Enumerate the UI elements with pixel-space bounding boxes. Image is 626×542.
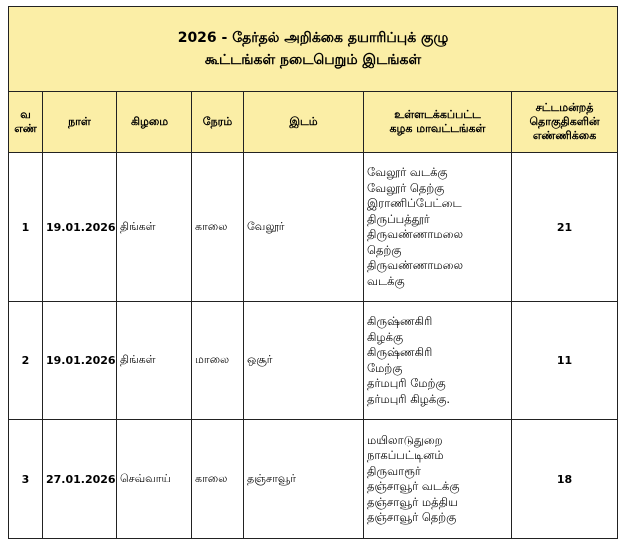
document-page bbox=[8, 6, 618, 539]
row-serial: 2 bbox=[9, 302, 43, 420]
table-row bbox=[9, 302, 618, 420]
header-row bbox=[9, 92, 618, 153]
row-place: தஞ்சாவூர் bbox=[244, 420, 364, 539]
row-time: மாலை bbox=[192, 302, 244, 420]
table-row bbox=[9, 153, 618, 302]
header-time: நேரம் bbox=[192, 92, 244, 153]
row-districts: வேலூர் வடக்கு வேலூர் தெற்கு இராணிப்பேட்டை திருப்பத்தூர் திருவண்ணாமலை தெற்கு திருவண்ணாமலை வடக்கு bbox=[364, 153, 512, 302]
header-serial: வ எண் bbox=[9, 92, 43, 153]
row-time: காலை bbox=[192, 153, 244, 302]
row-day: திங்கள் bbox=[117, 153, 192, 302]
row-place: ஒசூர் bbox=[244, 302, 364, 420]
row-date: 27.01.2026 bbox=[43, 420, 117, 539]
header-place: இடம் bbox=[244, 92, 364, 153]
row-day: திங்கள் bbox=[117, 302, 192, 420]
row-time: காலை bbox=[192, 420, 244, 539]
title-line-1: 2026 - தேர்தல் அறிக்கை தயாரிப்புக் குழு bbox=[177, 30, 449, 46]
table-row bbox=[9, 420, 618, 539]
row-serial: 3 bbox=[9, 420, 43, 539]
table-title bbox=[9, 7, 618, 92]
row-place: வேலூர் bbox=[244, 153, 364, 302]
row-date: 19.01.2026 bbox=[43, 153, 117, 302]
row-serial: 1 bbox=[9, 153, 43, 302]
row-count: 21 bbox=[512, 153, 618, 302]
header-date: நாள் bbox=[43, 92, 117, 153]
row-districts: கிருஷ்ணகிரி கிழக்கு கிருஷ்ணகிரி மேற்கு தர்மபுரி மேற்கு தர்மபுரி கிழக்கு. bbox=[364, 302, 512, 420]
row-day: செவ்வாய் bbox=[117, 420, 192, 539]
title-line-2: கூட்டங்கள் நடைபெறும் இடங்கள் bbox=[204, 52, 422, 68]
header-constituency-count: சட்டமன்றத் தொகுதிகளின் எண்ணிக்கை bbox=[512, 92, 618, 153]
row-count: 18 bbox=[512, 420, 618, 539]
header-day: கிழமை bbox=[117, 92, 192, 153]
row-districts: மயிலாடுதுறை நாகப்பட்டினம் திருவாரூர் தஞ்சாவூர் வடக்கு தஞ்சாவூர் மத்திய தஞ்சாவூர் தெற்கு bbox=[364, 420, 512, 539]
header-districts: உள்ளடக்கப்பட்ட கழக மாவட்டங்கள் bbox=[364, 92, 512, 153]
row-count: 11 bbox=[512, 302, 618, 420]
meetings-table bbox=[8, 6, 618, 539]
row-date: 19.01.2026 bbox=[43, 302, 117, 420]
